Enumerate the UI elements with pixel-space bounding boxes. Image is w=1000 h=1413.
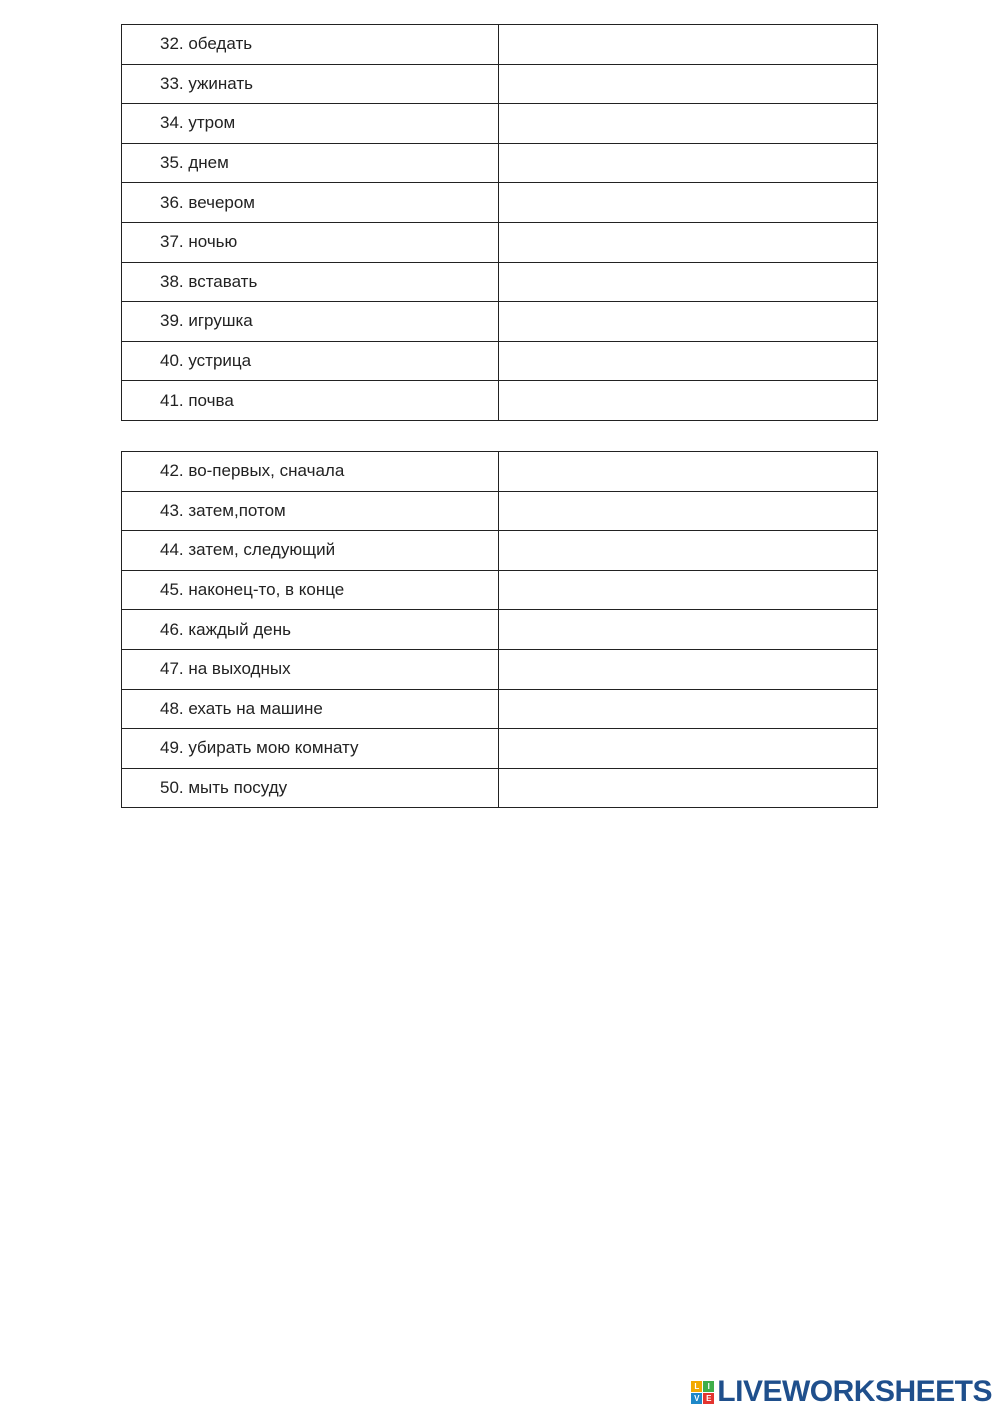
- logo-letter-i: I: [703, 1381, 714, 1392]
- logo-letter-v: V: [691, 1393, 702, 1404]
- vocab-table-1-body: [122, 25, 878, 421]
- answer-cell[interactable]: [498, 689, 877, 729]
- word-cell: 46. каждый день: [122, 610, 499, 650]
- answer-cell[interactable]: [498, 381, 877, 421]
- answer-cell[interactable]: [498, 610, 877, 650]
- table-row: [122, 302, 878, 342]
- answer-cell[interactable]: [498, 143, 877, 183]
- table-row: [122, 341, 878, 381]
- logo-letter-e: E: [703, 1393, 714, 1404]
- answer-cell[interactable]: [498, 768, 877, 808]
- word-cell: 48. ехать на машине: [122, 689, 499, 729]
- word-cell: 42. во-первых, сначала: [122, 452, 499, 492]
- word-cell: 35. днем: [122, 143, 499, 183]
- table-row: [122, 531, 878, 571]
- logo-letter-l: L: [691, 1381, 702, 1392]
- table-row: [122, 381, 878, 421]
- answer-cell[interactable]: [498, 104, 877, 144]
- table-row: [122, 64, 878, 104]
- word-cell: 37. ночью: [122, 222, 499, 262]
- answer-cell[interactable]: [498, 25, 877, 65]
- word-cell: 50. мыть посуду: [122, 768, 499, 808]
- answer-cell[interactable]: [498, 262, 877, 302]
- word-cell: 39. игрушка: [122, 302, 499, 342]
- brand-name: LIVEWORKSHEETS: [717, 1375, 992, 1408]
- word-cell: 41. почва: [122, 381, 499, 421]
- table-row: [122, 222, 878, 262]
- table-row: [122, 25, 878, 65]
- vocab-table-1: [121, 24, 878, 421]
- word-cell: 44. затем, следующий: [122, 531, 499, 571]
- answer-cell[interactable]: [498, 570, 877, 610]
- word-cell: 47. на выходных: [122, 649, 499, 689]
- table-row: [122, 104, 878, 144]
- word-cell: 49. убирать мою комнату: [122, 729, 499, 769]
- answer-cell[interactable]: [498, 341, 877, 381]
- table-row: [122, 610, 878, 650]
- answer-cell[interactable]: [498, 491, 877, 531]
- table-row: [122, 729, 878, 769]
- word-cell: 32. обедать: [122, 25, 499, 65]
- liveworksheets-logo-icon: [691, 1381, 714, 1404]
- table-row: [122, 768, 878, 808]
- table-row: [122, 491, 878, 531]
- table-row: [122, 649, 878, 689]
- table-row: [122, 262, 878, 302]
- answer-cell[interactable]: [498, 183, 877, 223]
- vocab-table-2-body: [122, 452, 878, 808]
- answer-cell[interactable]: [498, 302, 877, 342]
- word-cell: 45. наконец-то, в конце: [122, 570, 499, 610]
- table-row: [122, 183, 878, 223]
- answer-cell[interactable]: [498, 531, 877, 571]
- word-cell: 40. устрица: [122, 341, 499, 381]
- answer-cell[interactable]: [498, 649, 877, 689]
- answer-cell[interactable]: [498, 64, 877, 104]
- table-row: [122, 570, 878, 610]
- table-row: [122, 689, 878, 729]
- table-row: [122, 452, 878, 492]
- table-row: [122, 143, 878, 183]
- vocab-table-2: [121, 451, 878, 808]
- answer-cell[interactable]: [498, 729, 877, 769]
- answer-cell[interactable]: [498, 222, 877, 262]
- word-cell: 38. вставать: [122, 262, 499, 302]
- answer-cell[interactable]: [498, 452, 877, 492]
- word-cell: 33. ужинать: [122, 64, 499, 104]
- word-cell: 34. утром: [122, 104, 499, 144]
- word-cell: 43. затем,потом: [122, 491, 499, 531]
- word-cell: 36. вечером: [122, 183, 499, 223]
- liveworksheets-logo: [691, 1377, 992, 1407]
